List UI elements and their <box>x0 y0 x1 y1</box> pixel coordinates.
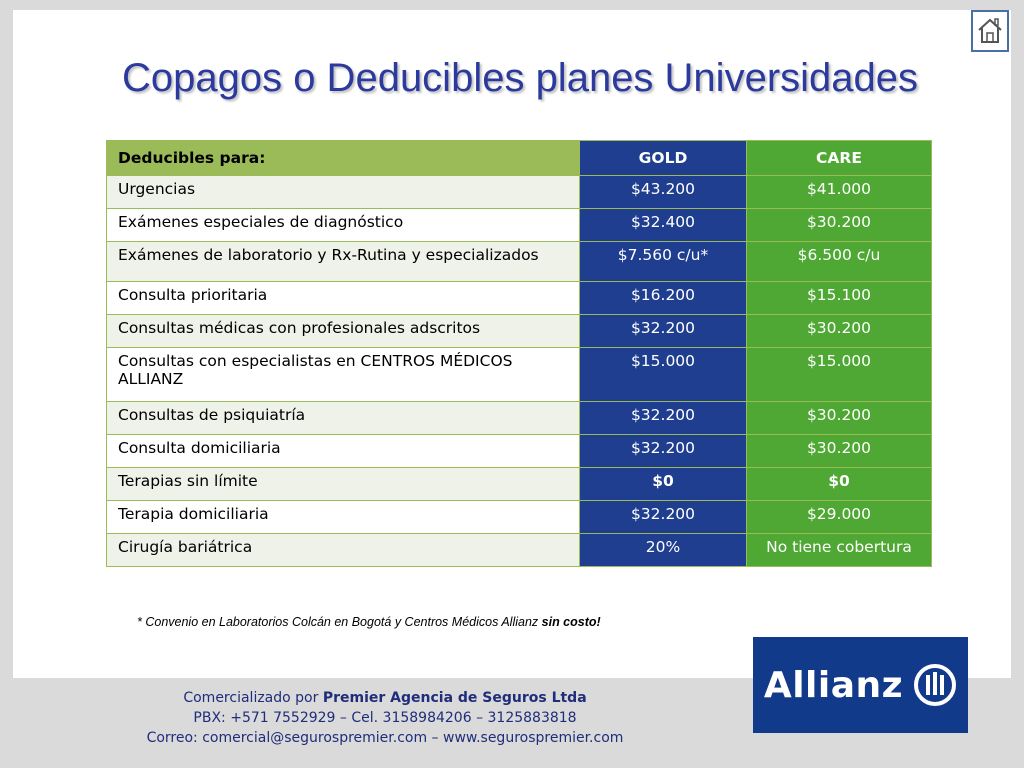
table-row <box>107 468 932 501</box>
gold-value: $7.560 c/u* <box>580 242 747 282</box>
care-value: $6.500 c/u <box>747 242 932 282</box>
table-row <box>107 209 932 242</box>
care-value: $30.200 <box>747 315 932 348</box>
table-row <box>107 282 932 315</box>
row-label: Terapia domiciliaria <box>107 501 580 534</box>
gold-value: $32.200 <box>580 315 747 348</box>
row-label: Exámenes de laboratorio y Rx-Rutina y especializados <box>107 242 580 282</box>
row-label: Cirugía bariátrica <box>107 534 580 567</box>
gold-value: $32.200 <box>580 435 747 468</box>
gold-value: $15.000 <box>580 348 747 402</box>
table-header-row <box>107 141 932 176</box>
table-row <box>107 242 932 282</box>
table-row <box>107 501 932 534</box>
gold-value: $32.400 <box>580 209 747 242</box>
care-value: $15.100 <box>747 282 932 315</box>
table-row <box>107 348 932 402</box>
home-button[interactable] <box>971 10 1009 52</box>
allianz-eagle-icon <box>913 663 957 707</box>
footer-company: Premier Agencia de Seguros Ltda <box>322 690 587 706</box>
gold-value: $16.200 <box>580 282 747 315</box>
gold-value: $32.200 <box>580 501 747 534</box>
table-row <box>107 402 932 435</box>
header-deducibles: Deducibles para: <box>107 141 580 176</box>
care-value: No tiene cobertura <box>747 534 932 567</box>
care-value: $30.200 <box>747 402 932 435</box>
footer-contact <box>0 688 770 748</box>
gold-value: $0 <box>580 468 747 501</box>
care-value: $30.200 <box>747 209 932 242</box>
footer-phone: PBX: +571 7552929 – Cel. 3158984206 – 3125883818 <box>193 710 577 726</box>
row-label: Urgencias <box>107 176 580 209</box>
table-row <box>107 176 932 209</box>
row-label: Terapias sin límite <box>107 468 580 501</box>
gold-value: 20% <box>580 534 747 567</box>
logo-text: Allianz <box>763 664 904 706</box>
header-care: CARE <box>747 141 932 176</box>
gold-value: $32.200 <box>580 402 747 435</box>
table-row <box>107 315 932 348</box>
care-value: $30.200 <box>747 435 932 468</box>
deductibles-table <box>106 140 932 567</box>
row-label: Consulta prioritaria <box>107 282 580 315</box>
care-value: $0 <box>747 468 932 501</box>
row-label: Consultas médicas con profesionales adscritos <box>107 315 580 348</box>
footer-line-1 <box>0 688 770 708</box>
row-label: Exámenes especiales de diagnóstico <box>107 209 580 242</box>
care-value: $15.000 <box>747 348 932 402</box>
footnote-text: * Convenio en Laboratorios Colcán en Bogotá y Centros Médicos Allianz <box>137 615 542 629</box>
header-gold: GOLD <box>580 141 747 176</box>
row-label: Consulta domiciliaria <box>107 435 580 468</box>
allianz-logo <box>753 637 968 733</box>
care-value: $29.000 <box>747 501 932 534</box>
gold-value: $43.200 <box>580 176 747 209</box>
footer-prefix: Comercializado por <box>183 690 323 706</box>
home-icon <box>976 16 1004 46</box>
footnote <box>137 615 601 629</box>
footer-email: Correo: comercial@segurospremier.com – www.segurospremier.com <box>146 730 624 746</box>
care-value: $41.000 <box>747 176 932 209</box>
table-row <box>107 534 932 567</box>
table-row <box>107 435 932 468</box>
row-label: Consultas con especialistas en CENTROS MÉDICOS ALLIANZ <box>107 348 580 402</box>
footnote-emphasis: sin costo! <box>541 615 601 629</box>
row-label: Consultas de psiquiatría <box>107 402 580 435</box>
page-title: Copagos o Deducibles planes Universidades <box>121 56 919 100</box>
